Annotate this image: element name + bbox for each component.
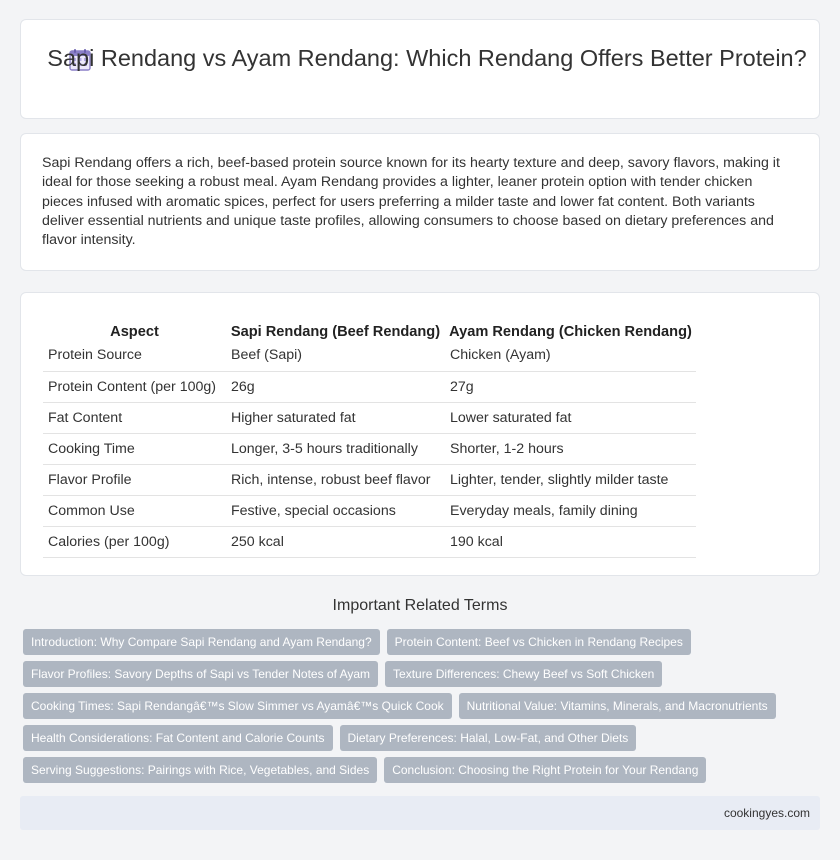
tag-row: [23, 661, 783, 687]
table-cell: 250 kcal: [226, 526, 445, 557]
related-term-tag[interactable]: Cooking Times: Sapi Rendangâ€™s Slow Simmer vs Ayamâ€™s Quick Cook: [23, 693, 452, 719]
related-term-tag[interactable]: Nutritional Value: Vitamins, Minerals, and Macronutrients: [459, 693, 776, 719]
intro-card: [20, 133, 820, 271]
related-term-tag[interactable]: Serving Suggestions: Pairings with Rice, Vegetables, and Sides: [23, 757, 377, 783]
table-cell: Cooking Time: [43, 433, 226, 464]
table-cell: 27g: [445, 371, 696, 402]
table-cell: 26g: [226, 371, 445, 402]
table-row: [43, 526, 696, 557]
table-cell: 190 kcal: [445, 526, 696, 557]
related-term-tag[interactable]: Introduction: Why Compare Sapi Rendang and Ayam Rendang?: [23, 629, 380, 655]
title-card: [20, 19, 820, 119]
table-cell: Longer, 3-5 hours traditionally: [226, 433, 445, 464]
column-header-sapi: Sapi Rendang (Beef Rendang): [230, 324, 441, 340]
table-row: [43, 495, 696, 526]
table-cell: Beef (Sapi): [226, 340, 445, 371]
related-term-tag[interactable]: Protein Content: Beef vs Chicken in Rendang Recipes: [387, 629, 691, 655]
page-title: [21, 44, 819, 73]
table-cell: Rich, intense, robust beef flavor: [226, 464, 445, 495]
table-cell: Calories (per 100g): [43, 526, 226, 557]
table-cell: Common Use: [43, 495, 226, 526]
table-row: [43, 433, 696, 464]
footer: [20, 796, 820, 830]
page-title-text: Sapi Rendang vs Ayam Rendang: Which Rendang Offers Better Protein?: [47, 45, 807, 71]
table-cell: Lower saturated fat: [445, 402, 696, 433]
table-cell: Fat Content: [43, 402, 226, 433]
table-cell: Lighter, tender, slightly milder taste: [445, 464, 696, 495]
related-term-tag[interactable]: Conclusion: Choosing the Right Protein for Your Rendang: [384, 757, 706, 783]
footer-site-link[interactable]: cookingyes.com: [723, 806, 810, 820]
table-cell: Chicken (Ayam): [445, 340, 696, 371]
table-cell: Protein Source: [43, 340, 226, 371]
related-term-tag[interactable]: Dietary Preferences: Halal, Low-Fat, and Other Diets: [340, 725, 637, 751]
column-header-ayam: Ayam Rendang (Chicken Rendang): [449, 324, 692, 340]
table-cell: Everyday meals, family dining: [445, 495, 696, 526]
table-cell: Festive, special occasions: [226, 495, 445, 526]
table-row: [43, 340, 696, 371]
tag-row: [23, 629, 783, 655]
comparison-card: [20, 292, 820, 576]
related-terms-list: [23, 629, 783, 789]
table-cell: Shorter, 1-2 hours: [445, 433, 696, 464]
tag-row: [23, 693, 783, 719]
table-header-row: [43, 315, 696, 340]
table-row: [43, 464, 696, 495]
related-term-tag[interactable]: Flavor Profiles: Savory Depths of Sapi vs Tender Notes of Ayam: [23, 661, 378, 687]
tag-row: [23, 725, 783, 751]
table-row: [43, 402, 696, 433]
related-term-tag[interactable]: Health Considerations: Fat Content and Calorie Counts: [23, 725, 333, 751]
column-header-aspect: Aspect: [110, 324, 159, 340]
table-cell: Flavor Profile: [43, 464, 226, 495]
related-term-tag[interactable]: Texture Differences: Chewy Beef vs Soft Chicken: [385, 661, 662, 687]
table-row: [43, 371, 696, 402]
intro-paragraph: Sapi Rendang offers a rich, beef-based protein source known for its hearty texture and deep, savory flavors, making it ideal for those seeking a robust meal. Ayam Rendang provides a lighter, leaner protein option with tender chicken pieces infused with aromatic spices, perfect for users preferring a milder taste and lower fat content. Both variants deliver essential nutrients and unique taste profiles, allowing consumers to choose based on dietary preferences and flavor intensity.: [42, 155, 780, 249]
tag-row: [23, 757, 783, 783]
related-terms-heading: Important Related Terms: [332, 597, 508, 614]
table-cell: Higher saturated fat: [226, 402, 445, 433]
table-cell: Protein Content (per 100g): [43, 371, 226, 402]
comparison-table: [43, 315, 696, 558]
